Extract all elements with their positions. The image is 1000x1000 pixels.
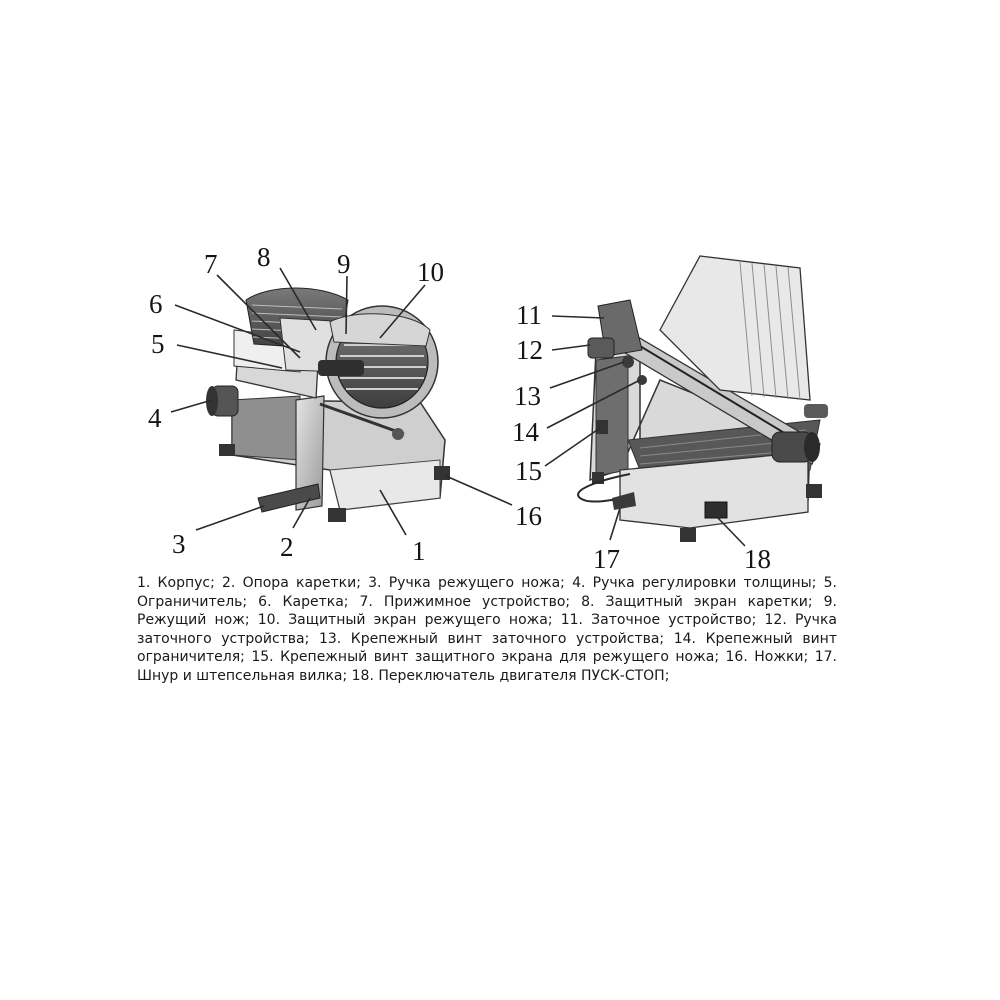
callout-2: 2 — [280, 532, 294, 562]
parts-legend-caption: 1. Корпус; 2. Опора каретки; 3. Ручка режущего ножа; 4. Ручка регулировки толщины; 5. Ограничитель; 6. Каретка; 7. Прижимное устройство; 8. Защитный экран каретки; 9. Режущий нож; 10. Защитный экран режущего ножа; 11. Заточное устройство; 12. Ручка заточного устройства; 13. Крепежный винт заточного устройства; 14. Крепежный винт ограничителя; 15. Крепежный винт защитного экрана для режущего ножа; 16. Ножки; 17. Шнур и штепсельная вилка; 18. Переключатель двигателя ПУСК-СТОП; — [137, 575, 837, 684]
callout-4: 4 — [148, 403, 162, 433]
callout-3: 3 — [172, 529, 186, 559]
callout-14: 14 — [512, 417, 539, 447]
callout-1: 1 — [412, 536, 426, 566]
right-slicer-illustration — [578, 256, 828, 542]
callout-7: 7 — [204, 249, 218, 279]
callout-5: 5 — [151, 329, 165, 359]
callout-17: 17 — [593, 544, 620, 574]
callout-12: 12 — [516, 335, 543, 365]
callout-18: 18 — [744, 544, 771, 574]
callout-8: 8 — [257, 242, 271, 272]
callout-10: 10 — [417, 257, 444, 287]
callout-11: 11 — [516, 300, 542, 330]
callout-15: 15 — [515, 456, 542, 486]
callout-9: 9 — [337, 249, 351, 279]
left-slicer-illustration — [206, 288, 450, 522]
callout-6: 6 — [149, 289, 163, 319]
callout-16: 16 — [515, 501, 542, 531]
callout-13: 13 — [514, 381, 541, 411]
